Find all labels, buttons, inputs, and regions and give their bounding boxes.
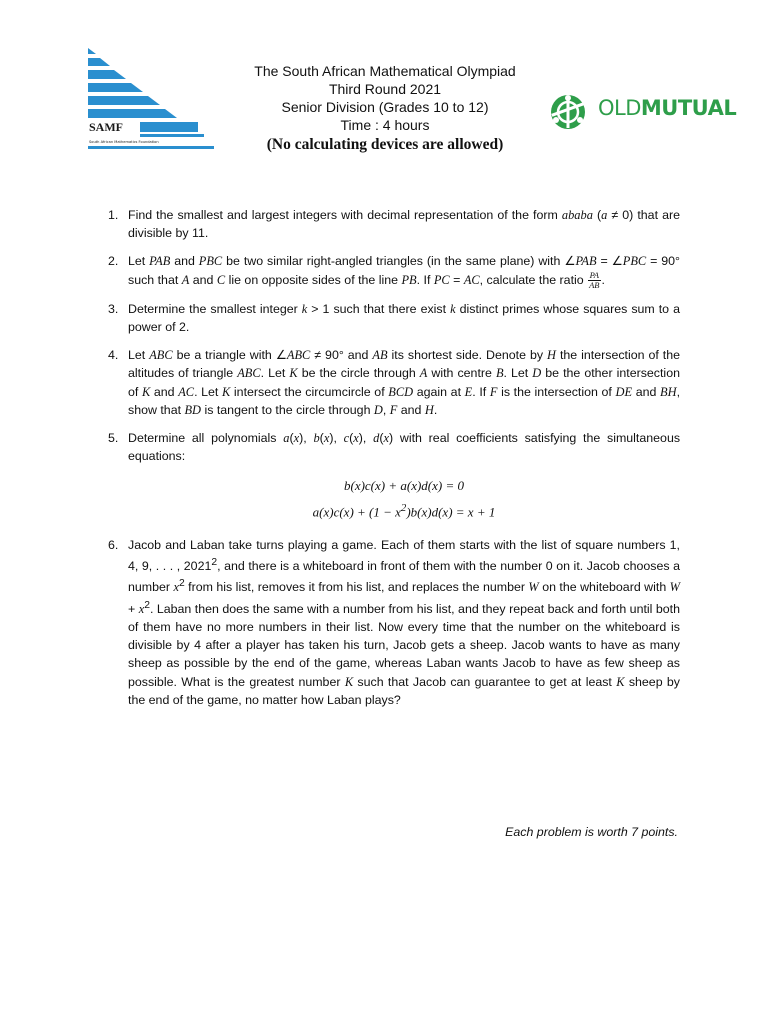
problem-number: 5. (108, 431, 119, 446)
problem-number: 6. (108, 537, 119, 552)
problem-list (108, 206, 680, 719)
header-division: Senior Division (Grades 10 to 12) (281, 99, 489, 115)
problem-4: 4. Let ABC be a triangle with ∠ABC ≠ 90° and AB its shortest side. Denote by H the intersection of the altitudes of triangle ABC. Let K be the circle through A with centre B. Let D be the other intersection of K and AC. Let K intersect the circumcircle of BCD again at E. If F is the intersection of DE and BH, show that BD is tangent to the circle through D, F and H. (108, 348, 681, 417)
header-title: The South African Mathematical Olympiad (254, 63, 516, 79)
problem-1: 1. Find the smallest and largest integers with decimal representation of the form ababa (a ≠ 0) that are divisible by 11. (108, 208, 680, 241)
om-bold-text: MUTUAL (640, 96, 737, 120)
problem-number: 2. (108, 254, 119, 269)
samf-logo-subtext: South African Mathematics Foundation (89, 140, 159, 144)
om-light-text: OLD (598, 96, 641, 120)
problem-5: 5. Determine all polynomials a(x), b(x), c(x), d(x) with real coefficients satisfying the simultaneous equations: (108, 431, 681, 464)
header-notice: (No calculating devices are allowed) (266, 136, 504, 153)
problem-6: 6. Jacob and Laban take turns playing a game. Each of them starts with the list of square numbers 1, 4, 9, . . . , 2021$^2$, and there is a whiteboard in front of them with the number 0 on it. Jacob chooses a number $x^2$ from his list, removes it from his list, and replaces the number W on the whiteboard with $W + x^2$. Laban then does the same with a number from his list, and they repeat back and forth until both of them have no more numbers in their list. Now every time that the number on the whiteboard is divisible by 4 after a player has taken his turn, Jacob gets a sheep. Jacob wants to have as many sheep as possible by the end of the game, whereas Laban wants Jacob to have as few sheep as possible. What is the greatest number K such that Jacob can guarantee to get at least K sheep by the end of the game, no matter how Laban plays? (108, 537, 681, 707)
problem-number: 3. (108, 301, 119, 316)
problem-2: 2. Let PAB and PBC be two similar right-angled triangles (in the same plane) with ∠PAB = ∠PBC = 90° such that A and C lie on opposite sides of the line PB. If PC = AC, calculate the ratio $\frac{PA}{AB}$ . (108, 254, 680, 290)
header-round: Third Round 2021 (328, 81, 442, 97)
equation-system: b(x)c(x) + a(x)d(x) = 0 $a(x)c(x) + (1 - x^2)b(x)d(x) = x + 1$ (312, 478, 496, 520)
problem-number: 4. (108, 348, 119, 363)
header-time: Time : 4 hours (340, 117, 430, 133)
points-note: Each problem is worth 7 points. (505, 825, 678, 839)
problem-number: 1. (108, 208, 119, 222)
exam-header (240, 62, 530, 155)
samf-logo (86, 46, 218, 152)
samf-logo-text: SAMF (89, 120, 123, 134)
old-mutual-wordmark (598, 96, 736, 120)
problem-3: 3. Determine the smallest integer k > 1 such that there exist k distinct primes whose squares sum to a power of 2. (108, 301, 680, 335)
